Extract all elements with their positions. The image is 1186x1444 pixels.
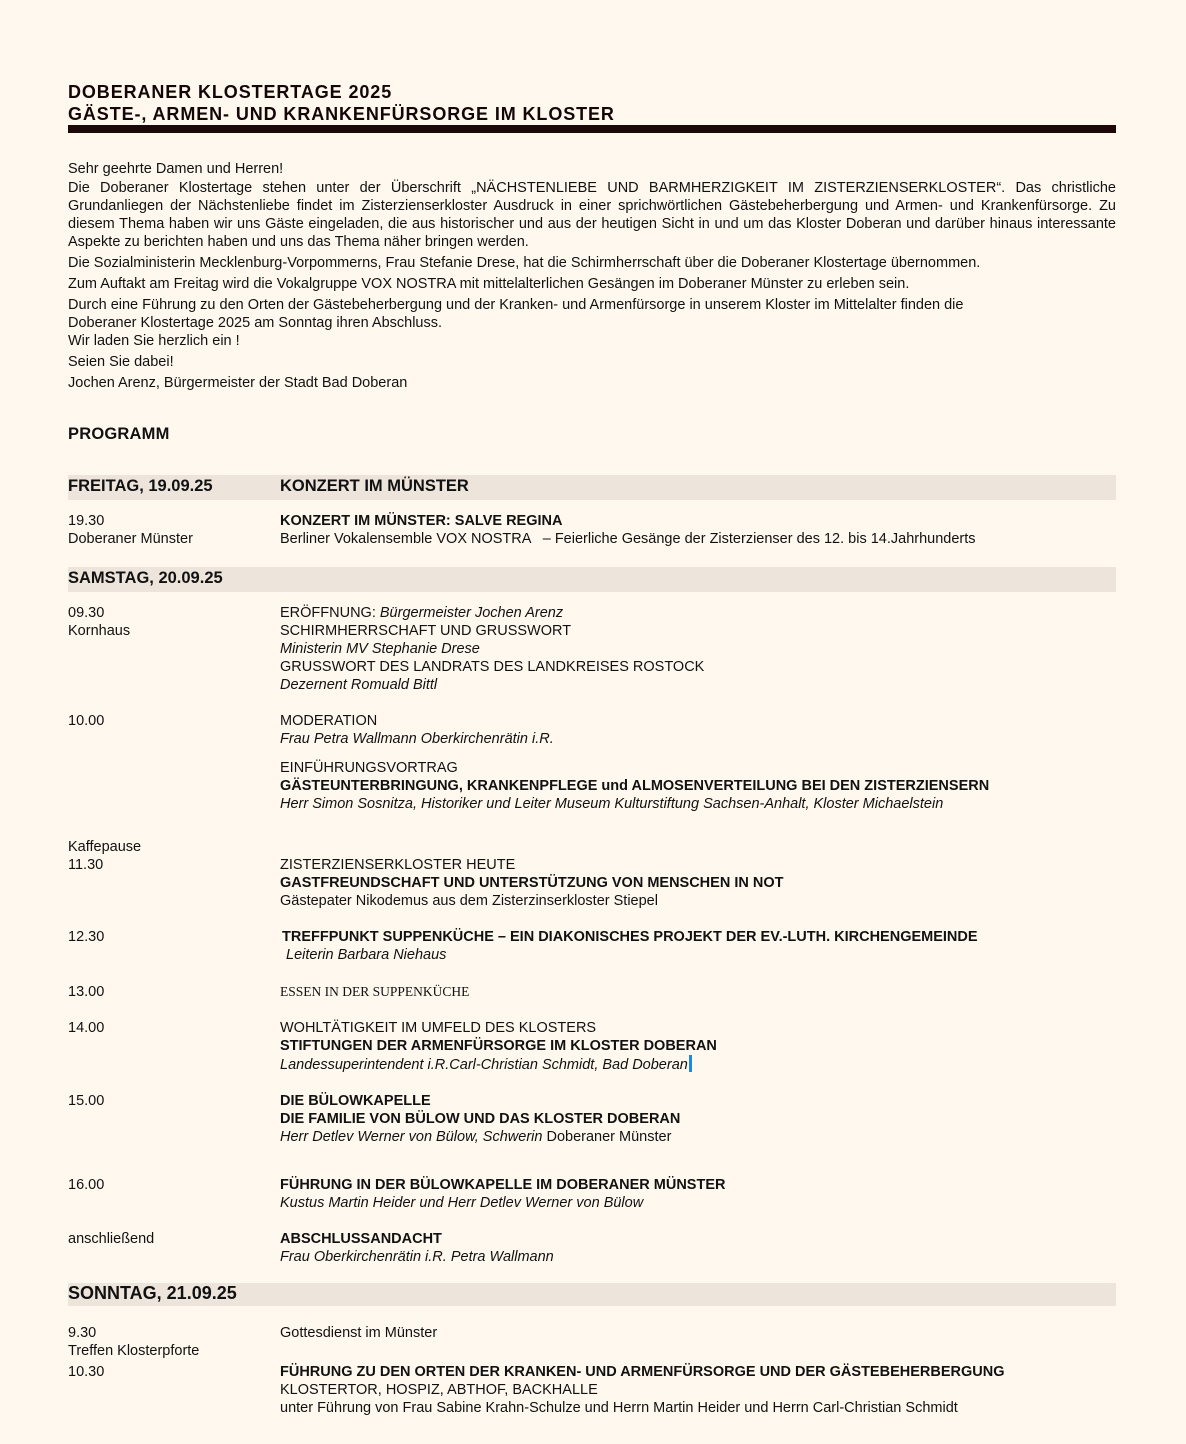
district-name: Dezernent Romuald Bittl <box>280 677 438 693</box>
opening-label: ERÖFFNUNG: <box>280 605 380 621</box>
event-title: KONZERT IM MÜNSTER: SALVE REGINA <box>280 513 563 529</box>
event-label: WOHLTÄTIGKEIT IM UMFELD DES KLOSTERS <box>280 1020 597 1036</box>
event-title-1: DIE BÜLOWKAPELLE <box>280 1093 431 1109</box>
patron-title: SCHIRMHERRSCHAFT UND GRUSSWORT <box>280 623 572 639</box>
event-title: ESSEN IN DER SUPPENKÜCHE <box>280 984 470 999</box>
signature: Jochen Arenz, Bürgermeister der Stadt Bad Doberan <box>68 375 408 391</box>
event-time: 10.00 <box>68 713 105 729</box>
event-places: KLOSTERTOR, HOSPIZ, ABTHOF, BACKHALLE <box>280 1382 598 1398</box>
intro-paragraph-1: Die Doberaner Klostertage stehen unter der Überschrift „NÄCHSTENLIEBE UND BARMHERZIGKEIT IM ZISTERZIENSERKLOSTER“. Das christliche Grundanliegen der Nächstenliebe findet im Zisterzienserkloster Ausdruck in einer sprichwörtlichen Gästebeherbergung und Armen- und Krankenfürsorge. Zu diesem Thema haben wir uns Gäste eingeladen, die aus historischer und aus der heutigen Sicht in und um das Kloster Doberan und darüber hinaus interessante Aspekte zu berichten haben und uns das Thema näher bringen werden. <box>68 180 1116 250</box>
event-time: 11.30 <box>68 857 104 873</box>
intro-paragraph-4-line-1: Durch eine Führung zu den Orten der Gästebeherbergung und der Kranken- und Armenfürsorge in unserem Kloster im Mittelalter finden die <box>68 297 964 313</box>
event-speaker: Leiterin Barbara Niehaus <box>286 947 447 963</box>
event-title: GASTFREUNDSCHAFT UND UNTERSTÜTZUNG VON MENSCHEN IN NOT <box>280 875 784 891</box>
moderation-name: Frau Petra Wallmann Oberkirchenrätin i.R. <box>280 731 554 747</box>
event-time: 10.30 <box>68 1364 105 1380</box>
event-speaker: Herr Detlev Werner von Bülow, Schwerin <box>280 1129 543 1145</box>
document-title <box>68 81 615 125</box>
opening-line <box>280 604 1116 622</box>
event-time: 13.00 <box>68 984 105 1000</box>
intro-paragraph-4-line-2: Doberaner Klostertage 2025 am Sonntag ihren Abschluss. <box>68 315 443 331</box>
join-call: Seien Sie dabei! <box>68 354 174 370</box>
intro-paragraph-2: Die Sozialministerin Mecklenburg-Vorpommerns, Frau Stefanie Drese, hat die Schirmherrschaft über die Doberaner Klostertage übernommen. <box>68 255 981 271</box>
text-cursor <box>689 1055 692 1072</box>
program-heading: PROGRAMM <box>68 425 170 443</box>
invitation: Wir laden Sie herzlich ein ! <box>68 333 240 349</box>
event-speaker: Gästepater Nikodemus aus dem Zisterzinserkloster Stiepel <box>280 893 658 909</box>
event-title-2: DIE FAMILIE VON BÜLOW UND DAS KLOSTER DOBERAN <box>280 1111 681 1127</box>
event-time: 09.30 <box>68 605 105 621</box>
event-place: Doberaner Münster <box>542 1129 672 1145</box>
event-title: STIFTUNGEN DER ARMENFÜRSORGE IM KLOSTER DOBERAN <box>280 1038 717 1054</box>
event-time: 14.00 <box>68 1020 105 1036</box>
event-title: TREFFPUNKT SUPPENKÜCHE – EIN DIAKONISCHES PROJEKT DER EV.-LUTH. KIRCHENGEMEINDE <box>282 929 978 945</box>
event-title: FÜHRUNG IN DER BÜLOWKAPELLE IM DOBERANER MÜNSTER <box>280 1177 726 1193</box>
day-title: KONZERT IM MÜNSTER <box>280 477 469 495</box>
event-title: FÜHRUNG ZU DEN ORTEN DER KRANKEN- UND ARMENFÜRSORGE UND DER GÄSTEBEHERBERGUNG <box>280 1364 1005 1380</box>
event-time: 12.30 <box>68 929 105 945</box>
greeting: Sehr geehrte Damen und Herren! <box>68 161 284 177</box>
title-line-1: DOBERANER KLOSTERTAGE 2025 <box>68 82 393 102</box>
event-speaker-line <box>280 1055 1116 1074</box>
district-title: GRUSSWORT DES LANDRATS DES LANDKREISES ROSTOCK <box>280 659 705 675</box>
moderation-title: MODERATION <box>280 713 378 729</box>
day-label: SAMSTAG, 20.09.25 <box>68 569 223 587</box>
day-label: FREITAG, 19.09.25 <box>68 477 213 495</box>
day-band-friday <box>68 475 1116 500</box>
event-time: 16.00 <box>68 1177 105 1193</box>
event-time: 9.30 <box>68 1325 97 1341</box>
title-line-2: GÄSTE-, ARMEN- UND KRANKENFÜRSORGE IM KLOSTER <box>68 104 615 124</box>
opening-name: Bürgermeister Jochen Arenz <box>379 605 564 621</box>
patron-name: Ministerin MV Stephanie Drese <box>280 641 480 657</box>
event-title: ABSCHLUSSANDACHT <box>280 1231 442 1247</box>
intro-paragraph-3: Zum Auftakt am Freitag wird die Vokalgruppe VOX NOSTRA mit mittelalterlichen Gesängen im Doberaner Münster zu erleben sein. <box>68 276 910 292</box>
event-speaker: Landessuperintendent i.R.Carl-Christian Schmidt, Bad Doberan <box>280 1057 688 1073</box>
event-guides: unter Führung von Frau Sabine Krahn-Schulze und Herrn Martin Heider und Herrn Carl-Christian Schmidt <box>280 1400 958 1416</box>
event-speaker-line <box>280 1128 1116 1146</box>
day-label: SONNTAG, 21.09.25 <box>68 1283 237 1303</box>
intro-letter <box>68 160 1116 392</box>
event-speaker: Frau Oberkirchenrätin i.R. Petra Wallmann <box>280 1249 554 1265</box>
event-location: Treffen Klosterpforte <box>68 1343 200 1359</box>
day-band-sunday <box>68 1283 1116 1306</box>
lecture-title: GÄSTEUNTERBRINGUNG, KRANKENPFLEGE und ALMOSENVERTEILUNG BEI DEN ZISTERZIENSERN <box>280 778 990 794</box>
event-time: anschließend <box>68 1231 155 1247</box>
title-rule <box>68 125 1116 133</box>
event-time: 19.30 <box>68 513 105 529</box>
event-location: Kornhaus <box>68 623 131 639</box>
lecture-speaker: Herr Simon Sosnitza, Historiker und Leiter Museum Kulturstiftung Sachsen-Anhalt, Kloster Michaelstein <box>280 796 944 812</box>
event-time: 15.00 <box>68 1093 105 1109</box>
event-label: ZISTERZIENSERKLOSTER HEUTE <box>280 857 516 873</box>
break-label: Kaffepause <box>68 839 142 855</box>
lecture-label: EINFÜHRUNGSVORTRAG <box>280 760 458 776</box>
event-speaker: Kustus Martin Heider und Herr Detlev Werner von Bülow <box>280 1195 644 1211</box>
event-title: Gottesdienst im Münster <box>280 1325 438 1341</box>
event-location: Doberaner Münster <box>68 531 193 547</box>
event-description: Berliner Vokalensemble VOX NOSTRA – Feierliche Gesänge der Zisterzienser des 12. bis 14.Jahrhunderts <box>280 531 976 547</box>
day-band-saturday <box>68 567 1116 592</box>
